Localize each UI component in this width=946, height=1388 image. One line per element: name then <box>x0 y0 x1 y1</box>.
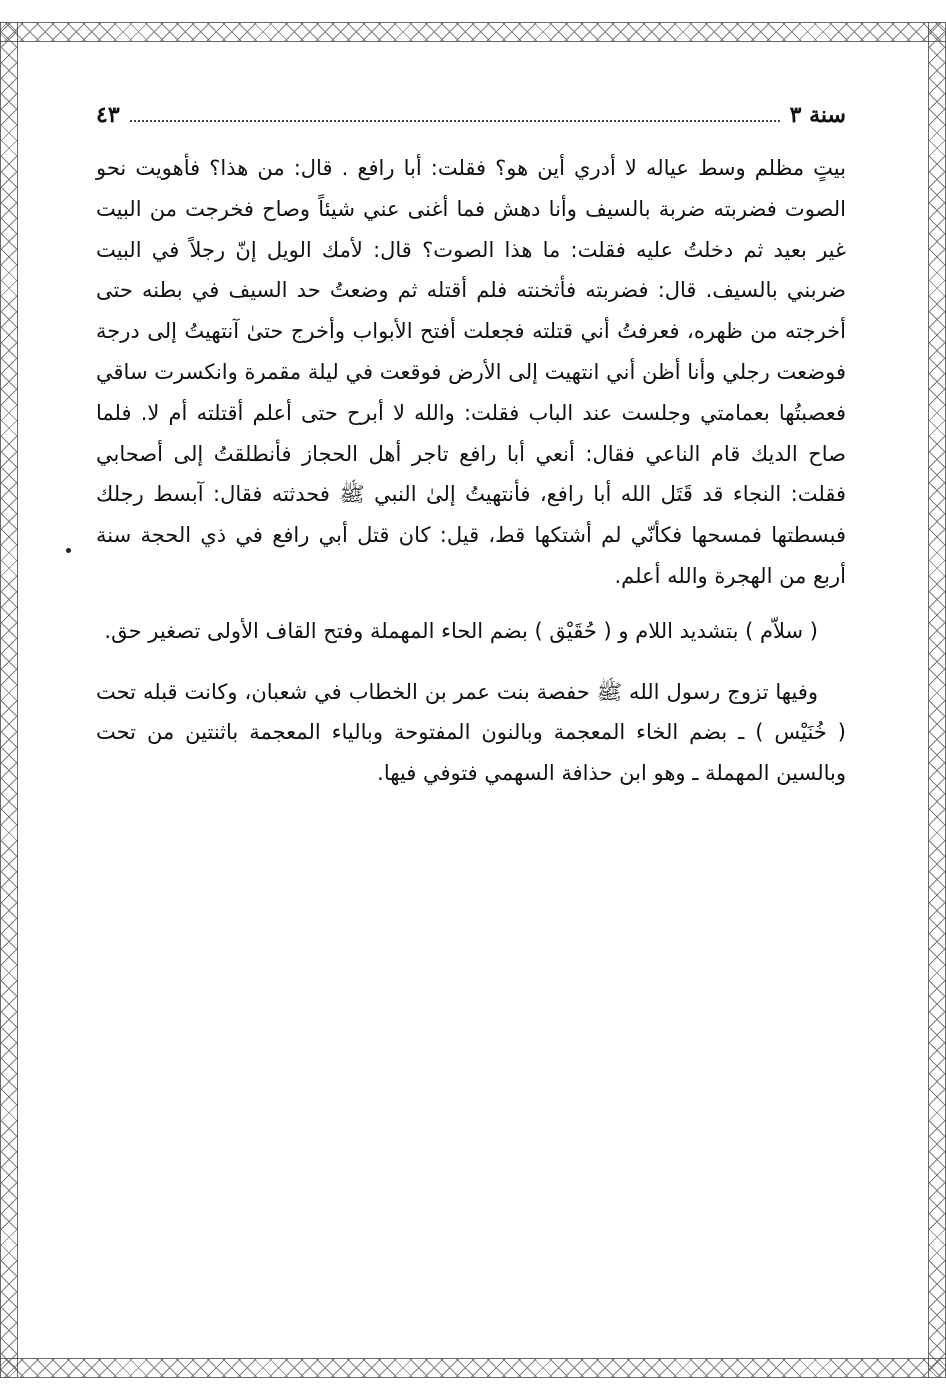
paragraph-name-note: ( سلاّم ) بتشديد اللام و ( حُقَيْق ) بضم الحاء المهملة وفتح القاف الأولى تصغير حق. <box>104 618 818 643</box>
margin-speck <box>66 548 71 553</box>
chapter-title: سنة ٣ <box>789 102 846 128</box>
header-dot-leader <box>130 108 780 122</box>
ornamental-border-top <box>0 22 946 42</box>
running-header <box>96 98 846 132</box>
paragraph-marriage: وفيها تزوج رسول الله ﷺ حفصة بنت عمر بن الخطاب في شعبان، وكانت قبله تحت ( خُنَيْس ) ـ بضم الخاء المعجمة وبالنون المفتوحة وبالياء المعجمة باثنتين من تحت وبالسين المهملة ـ وهو ابن حذافة السهمي فتوفي فيها. <box>96 679 846 786</box>
ornamental-border-left <box>0 22 18 1377</box>
paragraph-narrative: بيتٍ مظلم وسط عياله لا أدري أين هو؟ فقلت: أبا رافع . قال: من هذا؟ فأهويت نحو الصوت فضربته ضربة بالسيف وأنا دهش فما أغنى عني شيئاً وصاح فخرجت من البيت غير بعيد ثم دخلتُ عليه فقلت: ما هذا الصوت؟ قال: لأمك الويل إنّ رجلاً في البيت ضربني بالسيف. قال: فضربته فأثخنته فلم أقتله ثم وضعتُ حد السيف في بطنه حتى أخرجته من ظهره، فعرفتُ أني قتلته فجعلت أفتح الأبواب وأخرج حتىٰ آنتهيتُ إلى درجة فوضعت رجلي وأنا أظن أني انتهيت إلى الأرض فوقعت في ليلة مقمرة وانكسرت ساقي فعصبتُها بعمامتي وجلست عند الباب فقلت: والله لا أبرح حتى أعلم أقتلته أم لا. فلما صاح الديك قام الناعي فقال: أنعي أبا رافع تاجر أهل الحجاز فأنطلقتُ إلى أصحابي فقلت: النجاء قد قَتَل الله أبا رافع، فأنتهيتُ إلىٰ النبي ﷺ فحدثته فقال: آبسط رجلك فبسطتها فمسحها فكأنّي لم أشتكها قط، قيل: كان قتل أبي رافع في ذي الحجة سنة أربع من الهجرة والله أعلم. <box>96 156 846 588</box>
ornamental-border-bottom <box>0 1358 946 1378</box>
ornamental-border-right <box>928 22 946 1377</box>
page-number: ٤٣ <box>96 102 120 128</box>
main-text <box>96 148 846 794</box>
